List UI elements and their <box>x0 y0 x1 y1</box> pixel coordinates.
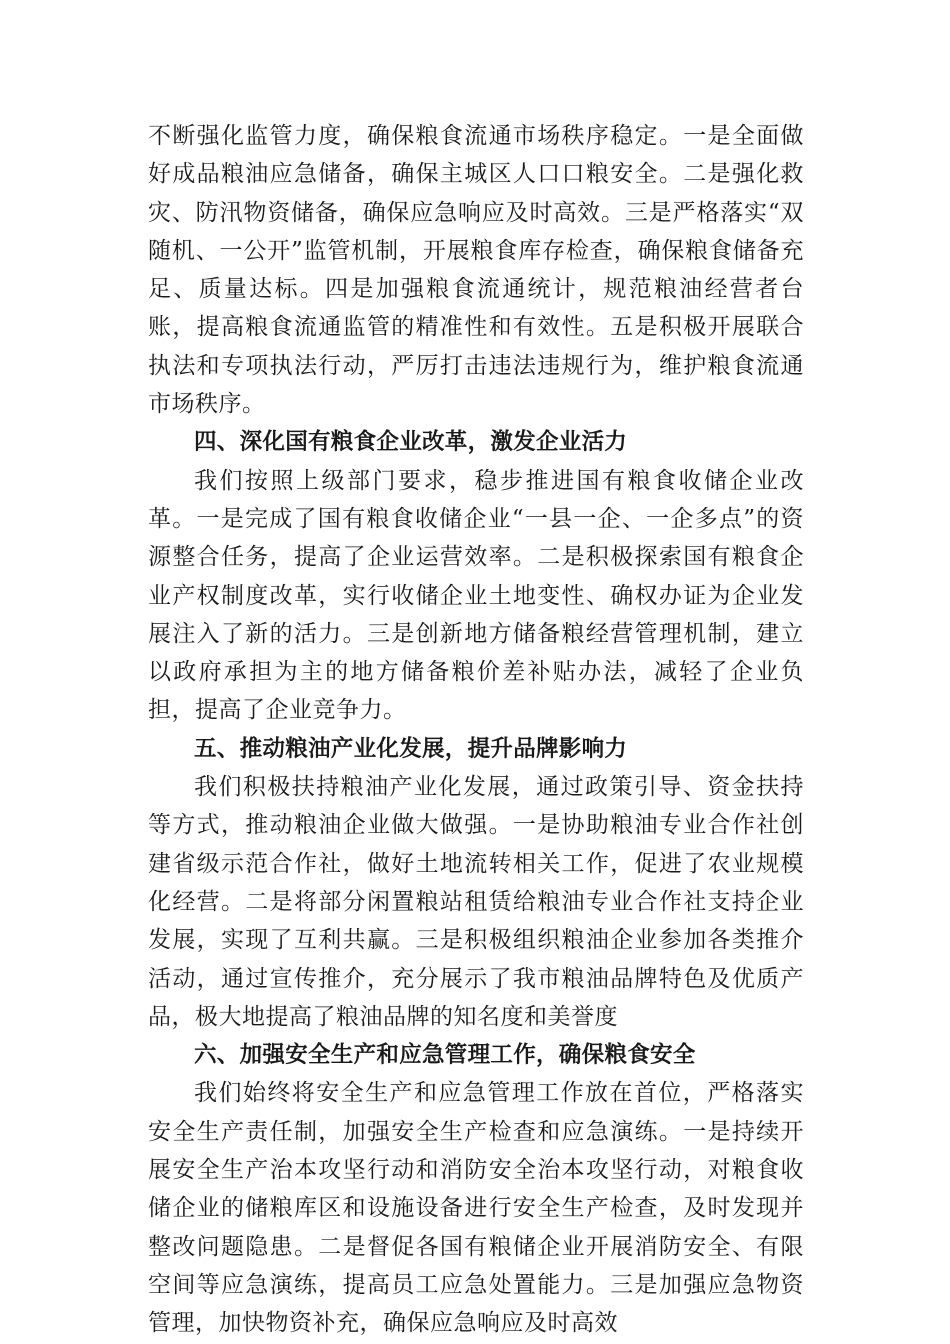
paragraph-industrialization: 我们积极扶持粮油产业化发展，通过政策引导、资金扶持等方式，推动粮油企业做大做强。一是协助粮油专业合作社创建省级示范合作社，做好土地流转相关工作，促进了农业规模化经营。二是将部分闲置粮站租赁给粮油专业合作社支持企业发展，实现了互利共赢。三是积极组织粮油企业参加各类推介活动，通过宣传推介，充分展示了我市粮油品牌特色及优质产品，极大地提高了粮油品牌的知名度和美誉度 <box>148 774 804 1030</box>
paragraph-enterprise-reform: 我们按照上级部门要求，稳步推进国有粮食收储企业改革。一是完成了国有粮食收储企业“一县一企、一企多点”的资源整合任务，提高了企业运营效率。二是积极探索国有粮食企业产权制度改革，实行收储企业土地变性、确权办证为企业发展注入了新的活力。三是创新地方储备粮经营管理机制，建立以政府承担为主的地方储备粮价差补贴办法，减轻了企业负担，提高了企业竞争力。 <box>148 467 804 724</box>
paragraph-supervision-continued: 不断强化监管力度，确保粮食流通市场秩序稳定。一是全面做好成品粮油应急储备，确保主城区人口口粮安全。二是强化救灾、防汛物资储备，确保应急响应及时高效。三是严格落实“双随机、一公开”监管机制，开展粮食库存检查，确保粮食储备充足、质量达标。四是加强粮食流通统计，规范粮油经营者台账，提高粮食流通监管的精准性和有效性。五是积极开展联合执法和专项执法行动，严厉打击违法违规行为，维护粮食流通市场秩序。 <box>148 123 804 418</box>
section-heading-4: 四、深化国有粮食企业改革，激发企业活力 <box>194 429 628 456</box>
paragraph-safety-production: 我们始终将安全生产和应急管理工作放在首位，严格落实安全生产责任制，加强安全生产检查和应急演练。一是持续开展安全生产治本攻坚行动和消防安全治本攻坚行动，对粮食收储企业的储粮库区和设施设备进行安全生产检查，及时发现并整改问题隐患。二是督促各国有粮储企业开展消防安全、有限空间等应急演练，提高员工应急处置能力。三是加强应急物资管理，加快物资补充，确保应急响应及时高效 <box>148 1080 804 1337</box>
section-heading-5: 五、推动粮油产业化发展，提升品牌影响力 <box>194 735 628 762</box>
section-heading-6: 六、加强安全生产和应急管理工作，确保粮食安全 <box>194 1042 696 1069</box>
document-body <box>148 117 804 1343</box>
